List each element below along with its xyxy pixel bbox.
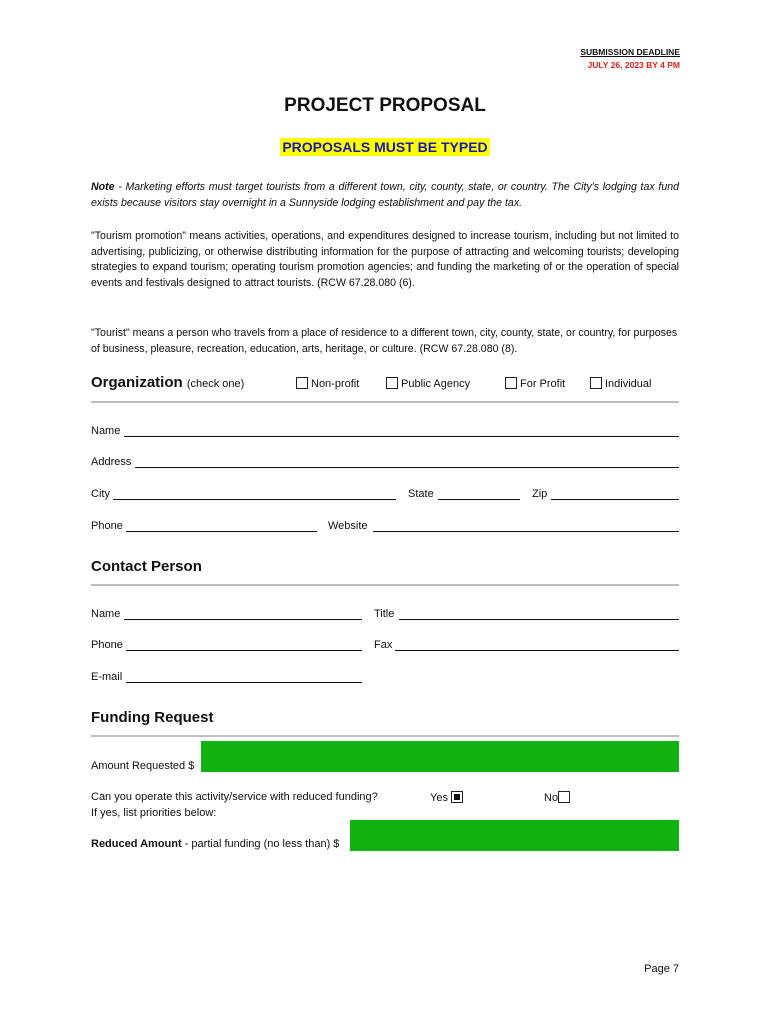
reduced-amount-label-wrap bbox=[91, 838, 339, 850]
yes-label: Yes bbox=[430, 792, 448, 804]
contact-name-label: Name bbox=[91, 608, 121, 620]
org-address-field[interactable] bbox=[135, 467, 679, 468]
organization-heading bbox=[91, 374, 244, 391]
option-individual-label: Individual bbox=[605, 378, 652, 390]
option-non-profit-label: Non-profit bbox=[311, 378, 360, 390]
submission-deadline-date: JULY 26, 2023 BY 4 PM bbox=[587, 60, 680, 70]
option-individual[interactable] bbox=[590, 377, 651, 390]
page-title: PROJECT PROPOSAL bbox=[284, 95, 486, 116]
no-label: No bbox=[544, 792, 559, 804]
submission-deadline-label: SUBMISSION DEADLINE bbox=[580, 47, 680, 57]
org-website-field[interactable] bbox=[373, 531, 679, 532]
yes-option[interactable] bbox=[430, 791, 466, 804]
checkbox-individual[interactable] bbox=[590, 377, 602, 389]
amount-requested-label: Amount Requested $ bbox=[91, 760, 195, 772]
org-address-label: Address bbox=[91, 456, 132, 468]
org-city-label: City bbox=[91, 488, 110, 500]
org-website-label: Website bbox=[328, 520, 368, 532]
option-non-profit[interactable] bbox=[296, 377, 359, 390]
org-state-label: State bbox=[408, 488, 434, 500]
reduced-amount-field[interactable] bbox=[350, 820, 679, 851]
org-zip-label: Zip bbox=[532, 488, 548, 500]
funding-rule bbox=[91, 735, 679, 737]
org-phone-field[interactable] bbox=[126, 531, 317, 532]
organization-heading-text: Organization bbox=[91, 374, 183, 391]
option-public-agency-label: Public Agency bbox=[401, 378, 471, 390]
reduced-funding-question: Can you operate this activity/service with reduced funding? bbox=[91, 791, 378, 803]
tourism-promotion-definition: "Tourism promotion" means activities, operations, and expenditures designed to increase tourism, including but not limited to advertising, publicizing, or otherwise distributing information for the purpose of attracting and welcoming tourists; developing strategies to expand tourism; operating tourism promotion agencies; and funding the marketing of or the operation of special events and festivals designed to attract tourists. (RCW 67.28.080 (6). bbox=[91, 230, 679, 289]
yes-checkbox[interactable] bbox=[451, 791, 463, 803]
contact-title-field[interactable] bbox=[399, 619, 679, 620]
org-phone-label: Phone bbox=[91, 520, 123, 532]
org-zip-field[interactable] bbox=[551, 499, 679, 500]
contact-email-label: E-mail bbox=[91, 671, 123, 683]
note-text: - Marketing efforts must target tourists from a different town, city, county, state, or country. The City's lodging tax fund exists because visitors stay overnight in a Sunnyside lodging establishment and pay the tax. bbox=[91, 181, 679, 209]
contact-fax-field[interactable] bbox=[395, 650, 679, 651]
tourist-definition: "Tourist" means a person who travels from a place of residence to a different town, city, county, state, or country, for purposes of business, pleasure, recreation, education, arts, heritage, or culture. (RCW 67.28.080 (8). bbox=[91, 327, 678, 355]
contact-heading: Contact Person bbox=[91, 558, 202, 575]
contact-phone-field[interactable] bbox=[126, 650, 362, 651]
no-option[interactable] bbox=[544, 791, 573, 804]
contact-phone-label: Phone bbox=[91, 639, 123, 651]
checkbox-public-agency[interactable] bbox=[386, 377, 398, 389]
priorities-note: If yes, list priorities below: bbox=[91, 807, 217, 819]
contact-email-field[interactable] bbox=[126, 682, 362, 683]
org-name-field[interactable] bbox=[124, 436, 679, 437]
funding-heading: Funding Request bbox=[91, 709, 214, 726]
organization-rule bbox=[91, 401, 679, 403]
checkbox-for-profit[interactable] bbox=[505, 377, 517, 389]
reduced-amount-label: Reduced Amount bbox=[91, 838, 182, 850]
contact-rule bbox=[91, 584, 679, 586]
org-city-field[interactable] bbox=[113, 499, 396, 500]
contact-title-label: Title bbox=[374, 608, 395, 620]
amount-requested-field[interactable] bbox=[201, 741, 679, 772]
contact-fax-label: Fax bbox=[374, 639, 393, 651]
reduced-amount-sub: - partial funding (no less than) $ bbox=[181, 838, 340, 850]
contact-name-field[interactable] bbox=[124, 619, 362, 620]
organization-heading-sub: (check one) bbox=[186, 378, 245, 390]
note-label: Note bbox=[91, 181, 115, 193]
typed-notice: PROPOSALS MUST BE TYPED bbox=[282, 139, 488, 155]
option-for-profit-label: For Profit bbox=[520, 378, 566, 390]
page-number: Page 7 bbox=[644, 963, 679, 975]
org-name-label: Name bbox=[91, 425, 121, 437]
org-state-field[interactable] bbox=[438, 499, 520, 500]
option-public-agency[interactable] bbox=[386, 377, 470, 390]
option-for-profit[interactable] bbox=[505, 377, 565, 390]
checkbox-non-profit[interactable] bbox=[296, 377, 308, 389]
typed-notice-wrap bbox=[0, 139, 770, 157]
no-checkbox[interactable] bbox=[558, 791, 570, 803]
note-paragraph bbox=[91, 180, 679, 211]
